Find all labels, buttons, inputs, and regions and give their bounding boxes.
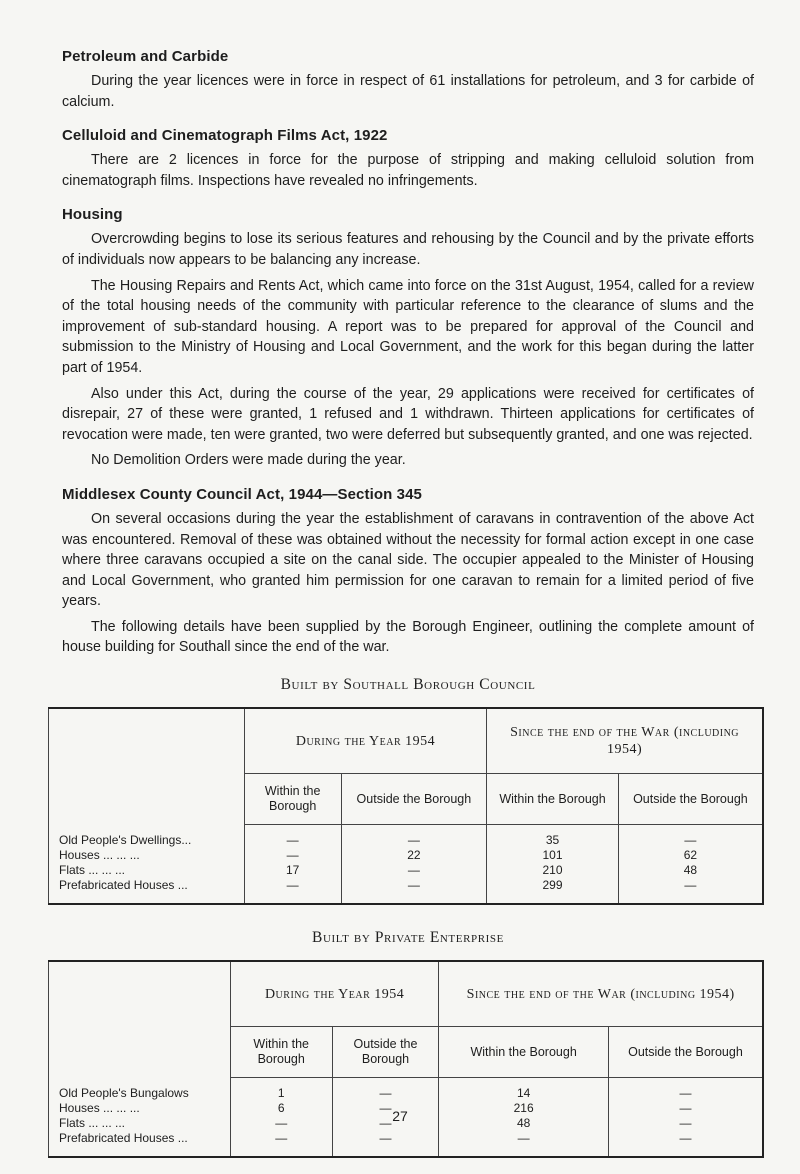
table-cell: — — [341, 863, 487, 878]
column-header: Within the Borough — [244, 774, 341, 825]
table-cell: — — [618, 825, 763, 849]
table-title-private: Built by Private Enterprise — [312, 929, 504, 947]
table-cell: 6 — [230, 1101, 332, 1116]
row-label: Houses ... ... ... — [49, 1101, 231, 1116]
row-label: Prefabricated Houses ... — [49, 1131, 231, 1157]
row-label: Houses ... ... ... — [49, 848, 245, 863]
section-heading: Housing — [62, 206, 123, 224]
table-cell: 48 — [439, 1116, 609, 1131]
table-cell: 1 — [230, 1078, 332, 1102]
paragraph: No Demolition Orders were made during the year. — [91, 452, 406, 469]
paragraph: There are 2 licences in force for the purpose of stripping and making celluloid solution from cinematograph films. Inspections have revealed no infringements. — [62, 152, 754, 189]
table-cell: — — [332, 1078, 439, 1102]
section-heading: Middlesex County Council Act, 1944—Section 345 — [62, 485, 422, 503]
table-row — [49, 1078, 764, 1102]
page-number: 27 — [392, 1108, 408, 1124]
row-label: Old People's Bungalows — [49, 1078, 231, 1102]
table-cell: — — [439, 1131, 609, 1157]
table-cell: — — [332, 1131, 439, 1157]
paragraph: The following details have been supplied by the Borough Engineer, outlining the complete amount of house building for Southall since the end of the war. — [62, 618, 754, 656]
paragraph: The Housing Repairs and Rents Act, which came into force on the 31st August, 1954, called for a review of the total housing needs of the community with particular reference to the clearance of slums and the improvement of sub-standard housing. A report was to be prepared for approval of the Council and submission to the Ministry of Housing and Local Government, and the work for this began during the latter part of 1954. — [62, 277, 754, 376]
table-cell: 216 — [439, 1101, 609, 1116]
table-cell: 48 — [618, 863, 763, 878]
table-cell: 210 — [487, 863, 619, 878]
row-label: Flats ... ... ... — [49, 863, 245, 878]
paragraph: On several occasions during the year the establishment of caravans in contravention of the above Act was encountered. Removal of these was obtained without the necessity for formal action except in one case where three caravans occupied a site on the canal side. The occupier appealed to the Minister of Housing and Local Government, who granted him permission for one caravan to remain for a limited period of five years. — [62, 510, 754, 610]
paragraph: During the year licences were in force in respect of 61 installations for petroleum, and 3 for carbide of calcium. — [62, 73, 754, 110]
paragraph: Also under this Act, during the course of the year, 29 applications were received for certificates of disrepair, 27 of these were granted, 1 refused and 1 withdrawn. Thirteen applications for certificates of revocation were made, ten were granted, two were deferred but subsequently granted, and one was rejected. — [62, 385, 754, 443]
table-cell: — — [332, 1101, 439, 1116]
table-cell: — — [608, 1131, 763, 1157]
column-header: Within the Borough — [230, 1027, 332, 1078]
table-cell: — — [230, 1116, 332, 1131]
table-cell: — — [332, 1116, 439, 1131]
table-cell: 101 — [487, 848, 619, 863]
table-row — [49, 848, 764, 863]
table-cell: — — [341, 878, 487, 904]
column-group-header: During the Year 1954 — [244, 708, 486, 774]
table-title-council: Built by Southall Borough Council — [280, 676, 536, 694]
section-celluloid — [62, 127, 754, 191]
column-header: Within the Borough — [439, 1027, 609, 1078]
table-row — [49, 1131, 764, 1157]
column-group-header: Since the end of the War (including 1954) — [439, 961, 763, 1027]
table-cell: — — [341, 825, 487, 849]
table-row — [49, 878, 764, 904]
table-corner-cell — [49, 708, 245, 825]
table-cell: 14 — [439, 1078, 609, 1102]
row-label: Flats ... ... ... — [49, 1116, 231, 1131]
table-cell: — — [244, 878, 341, 904]
table-row — [49, 863, 764, 878]
table-cell: 62 — [618, 848, 763, 863]
table-cell: 17 — [244, 863, 341, 878]
page-content — [59, 48, 754, 1158]
section-housing — [62, 206, 754, 471]
table-row — [49, 825, 764, 849]
column-group-header: During the Year 1954 — [230, 961, 439, 1027]
table-cell: — — [608, 1101, 763, 1116]
section-heading: Petroleum and Carbide — [62, 48, 229, 65]
table-cell: 299 — [487, 878, 619, 904]
column-header: Within the Borough — [487, 774, 619, 825]
table-private-built — [48, 960, 764, 1158]
table-corner-cell — [49, 961, 231, 1078]
column-header: Outside the Borough — [618, 774, 763, 825]
section-middlesex-act — [62, 486, 754, 658]
table-cell: — — [244, 825, 341, 849]
table-cell: — — [618, 878, 763, 904]
table-cell: 22 — [341, 848, 487, 863]
table-cell: — — [230, 1131, 332, 1157]
column-group-header: Since the end of the War (including 1954) — [487, 708, 763, 774]
table-cell: — — [608, 1078, 763, 1102]
table-cell: — — [244, 848, 341, 863]
row-label: Old People's Dwellings... — [49, 825, 245, 849]
column-header: Outside the Borough — [608, 1027, 763, 1078]
paragraph: Overcrowding begins to lose its serious features and rehousing by the Council and by the private efforts of individuals now appears to be balancing any increase. — [62, 231, 754, 268]
table-cell: — — [608, 1116, 763, 1131]
column-header: Outside the Borough — [341, 774, 487, 825]
section-heading: Celluloid and Cinematograph Films Act, 1922 — [62, 127, 388, 145]
table-cell: 35 — [487, 825, 619, 849]
section-petroleum — [62, 48, 754, 112]
column-header: Outside the Borough — [332, 1027, 439, 1078]
table-council-built — [48, 707, 764, 905]
row-label: Prefabricated Houses ... — [49, 878, 245, 904]
